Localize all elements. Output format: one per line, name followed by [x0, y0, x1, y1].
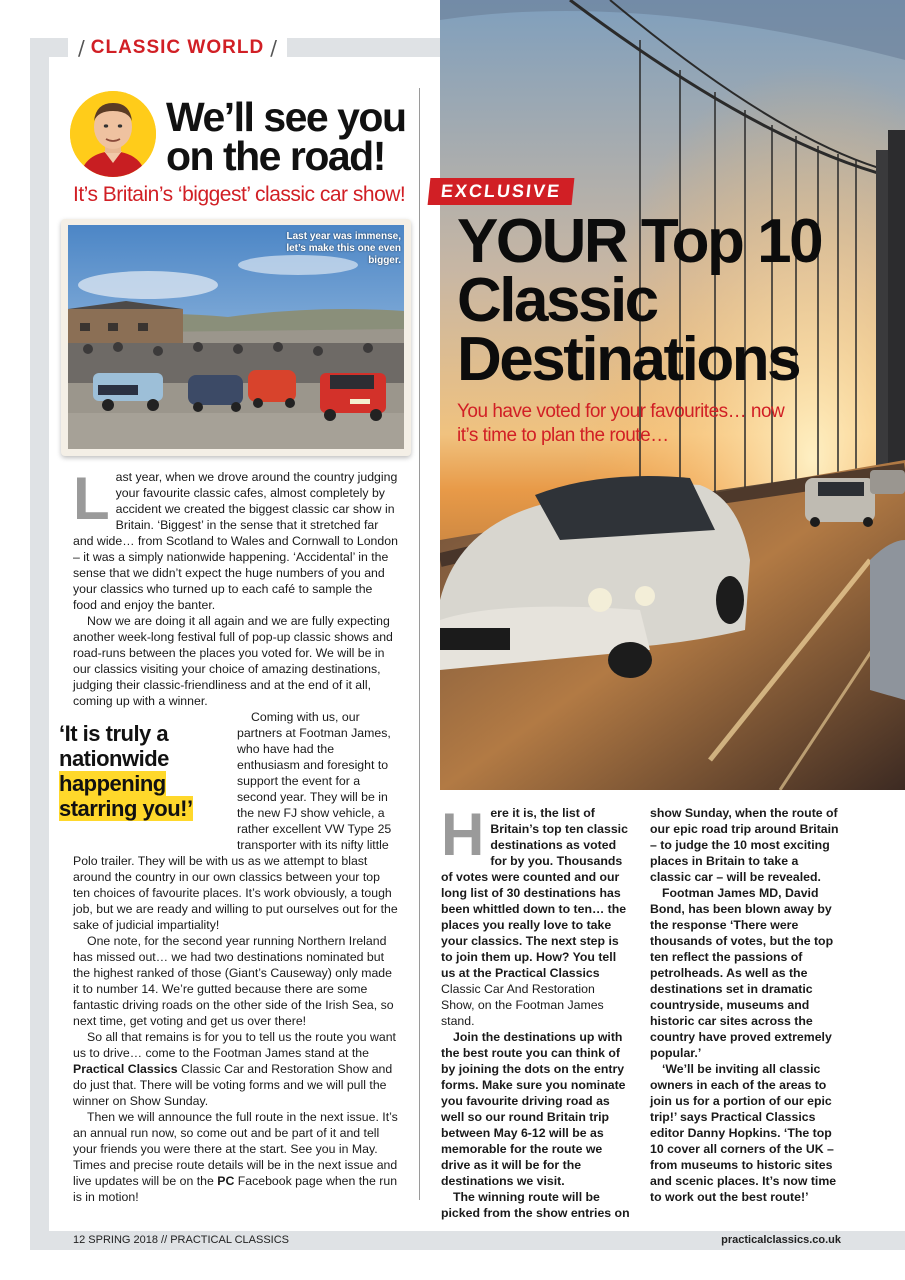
pull-quote-line: ‘It is truly a nationwide — [59, 721, 169, 771]
paragraph — [59, 709, 399, 933]
paragraph-text: ere it is, the list of Britain’s top ten classic destinations as voted for by you. Thousands of votes were counted and our long list of 30 destinations has been whittled down to ten… the places you really love to take your classics. The next step is to join them up. How? You tell us at the — [441, 806, 628, 980]
paragraph — [441, 801, 630, 1029]
magazine-name: Practical Classics — [73, 1062, 178, 1076]
paragraph-text: So all that remains is for you to tell us the route you want us to drive… come to the Footman James stand at the — [73, 1030, 396, 1060]
column-headline: We’ll see you on the road! — [166, 94, 406, 179]
paragraph: Join the destinations up with the best route you can think of by joining the dots on the entry forms. Make sure you nominate you favourite driving road as well so our round Britain trip between May 6-12 will be as memorable for the route we drive as it will be for the destinations we visit. — [441, 1030, 626, 1188]
pull-quote — [59, 721, 231, 847]
frame-left — [30, 38, 49, 1250]
page-folio: 12 SPRING 2018 // PRACTICAL CLASSICS — [73, 1234, 290, 1246]
paragraph-text: ast year, when we drove around the country judging your favourite classic cafes, almost completely by accident we created the biggest classic car show in Britain. ‘Biggest’ in the sense that it stretched far and wide… from Scotland to Wales and Cornwall to London – it was a simply nationwide happening. ‘Accidental’ in the sense that we didn’t expect the huge numbers of you and your classics who turned up to each café to sample the food and enjoy the banter. — [73, 470, 398, 612]
feature-column-a — [441, 801, 630, 1221]
paragraph: The winning route will be picked from the show entries on — [441, 1190, 630, 1220]
section-tag — [68, 34, 287, 62]
feature-column-b — [650, 805, 840, 1205]
author-avatar — [70, 91, 156, 177]
exclusive-badge: EXCLUSIVE — [428, 178, 575, 205]
paragraph-text: Classic Car And Restoration Show, on the Footman James stand. — [441, 982, 604, 1028]
paragraph: Now we are doing it all again and we are fully expecting another week-long festival full of pop-up classic shows and road-runs between the places you voted for. We will be in our classics visiting your choice of amazing destinations, judging their classic-friendliness and at the end of it all, coming up with a winner. — [73, 614, 393, 708]
paragraph: ‘We’ll be inviting all classic owners in each of the areas to join us for a portion of our epic trip!’ says Practical Classics editor Danny Hopkins. ‘The top 10 cover all corners of the UK – from museums to historic sites and scenic places. It’s now time to work out the best route!’ — [650, 1062, 837, 1204]
column-divider — [419, 88, 420, 1200]
section-tag-slash-left: / — [78, 36, 85, 60]
drop-cap: H — [441, 801, 485, 868]
section-tag-label: CLASSIC WORLD — [90, 37, 265, 58]
person-portrait-icon — [70, 91, 156, 177]
paragraph-text: Facebook page when the run is in motion! — [73, 1174, 398, 1204]
website-url[interactable]: practicalclassics.co.uk — [721, 1234, 841, 1246]
paragraph-text: Coming with us, our partners at Footman James, who have had the enthusiasm and foresight to support the event for a second year. They will be in the new FJ show vehicle, a rather excellent VW Type 25 transporter with its nifty little Polo trailer. They will be with us as we attempt to blast around the country in our own classics between your top ten choices of favourite places. It’s work obviously, a tough job, but we are ready and willing to put ourselves out for the sake of judicial impartiality! — [73, 710, 398, 932]
magazine-abbrev: PC — [217, 1174, 235, 1188]
car-show-photo-frame — [61, 219, 411, 456]
feature-title: YOUR Top 10 Classic Destinations — [457, 207, 822, 394]
paragraph-text: Then we will announce the full route in the next issue. It’s an annual run now, so come out and be part of it and tell your friends you were there at the start. See you in May. Times and precise route details will be in the next issue and live updates will be on the — [73, 1110, 398, 1188]
paragraph: show Sunday, when the route of our epic road trip around Britain – to judge the 10 most exciting places in Britain to take a classic car – will be revealed. — [650, 806, 839, 884]
section-tag-slash-right: / — [270, 36, 277, 60]
drop-cap: L — [73, 465, 110, 532]
paragraph — [73, 1029, 399, 1109]
paragraph — [73, 465, 399, 613]
column-subhead: It’s Britain’s ‘biggest’ classic car show! — [73, 183, 406, 206]
pull-quote-highlight: happening starring you!’ — [59, 771, 193, 821]
magazine-name: Practical Classics — [494, 966, 600, 980]
column-body — [59, 465, 399, 1205]
paragraph-text: Classic Car and Restoration Show and do just that. There will be voting forms and we will pull the winner on Show Sunday. — [73, 1062, 393, 1108]
paragraph: Footman James MD, David Bond, has been blown away by the response ‘There were thousands of votes, but the top ten reflect the passions of petrolheads. As well as the destinations set in dramatic countryside, museums and historic car sites across the country have proved extremely popular.’ — [650, 886, 834, 1060]
feature-standfirst: You have voted for your favourites… now it’s time to plan the route… — [457, 401, 785, 446]
paragraph: One note, for the second year running Northern Ireland has missed out… we had two destinations nominated but the highest ranked of those (Giant’s Causeway) only made it to number 14. We’re gutted because there are some fantastic driving roads on the other side of the Irish Sea, so next time, get voting and get us over there! — [73, 934, 394, 1028]
photo-caption: Last year was immense, let’s make this one even bigger. — [286, 231, 401, 266]
bridge-road-photo-icon — [440, 0, 905, 790]
paragraph — [73, 1109, 399, 1205]
bridge-road-photo — [440, 0, 905, 790]
